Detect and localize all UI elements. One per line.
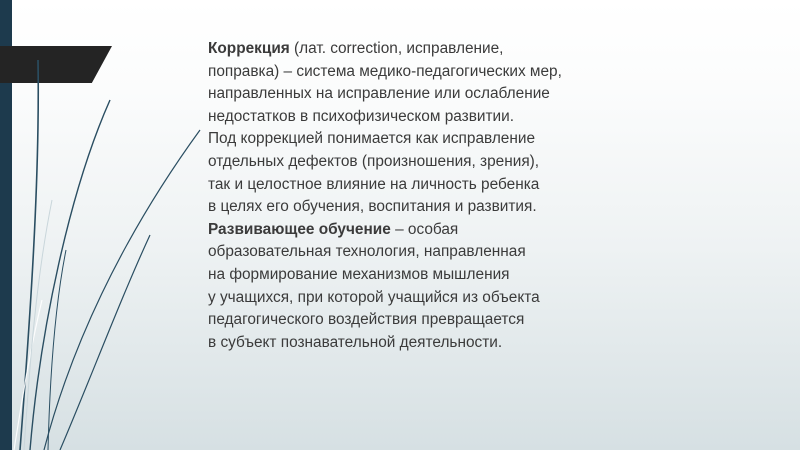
definition-start: – особая (390, 220, 459, 238)
text-line: отдельных дефектов (произношения, зрения), (208, 152, 540, 170)
definition-start: (лат. correction, исправление, (289, 40, 504, 57)
text-block (208, 38, 678, 354)
text-line: поправка) – система медико-педагогических мер, (208, 62, 562, 80)
text-line (208, 38, 678, 61)
paragraph-developmental-learning (208, 219, 678, 355)
text-line (208, 219, 678, 242)
text-line: у учащихся, при которой учащийся из объекта (208, 288, 540, 306)
paragraph-correction (208, 38, 678, 219)
text-line: педагогического воздействия превращается (208, 311, 525, 329)
term-developmental-learning: Развивающее обучение (208, 220, 391, 238)
text-line: недостатков в психофизическом развитии. (208, 107, 514, 125)
term-correction: Коррекция (208, 40, 290, 57)
text-line: направленных на исправление или ослабление (208, 85, 550, 103)
text-line: так и целостное влияние на личность ребенка (208, 175, 540, 193)
text-line: Под коррекцией понимается как исправление (208, 130, 536, 148)
text-line: в целях его обучения, воспитания и развития. (208, 198, 537, 216)
text-line: образовательная технология, направленная (208, 243, 526, 261)
text-line: в субъект познавательной деятельности. (208, 333, 503, 351)
text-line: на формирование механизмов мышления (208, 265, 510, 283)
